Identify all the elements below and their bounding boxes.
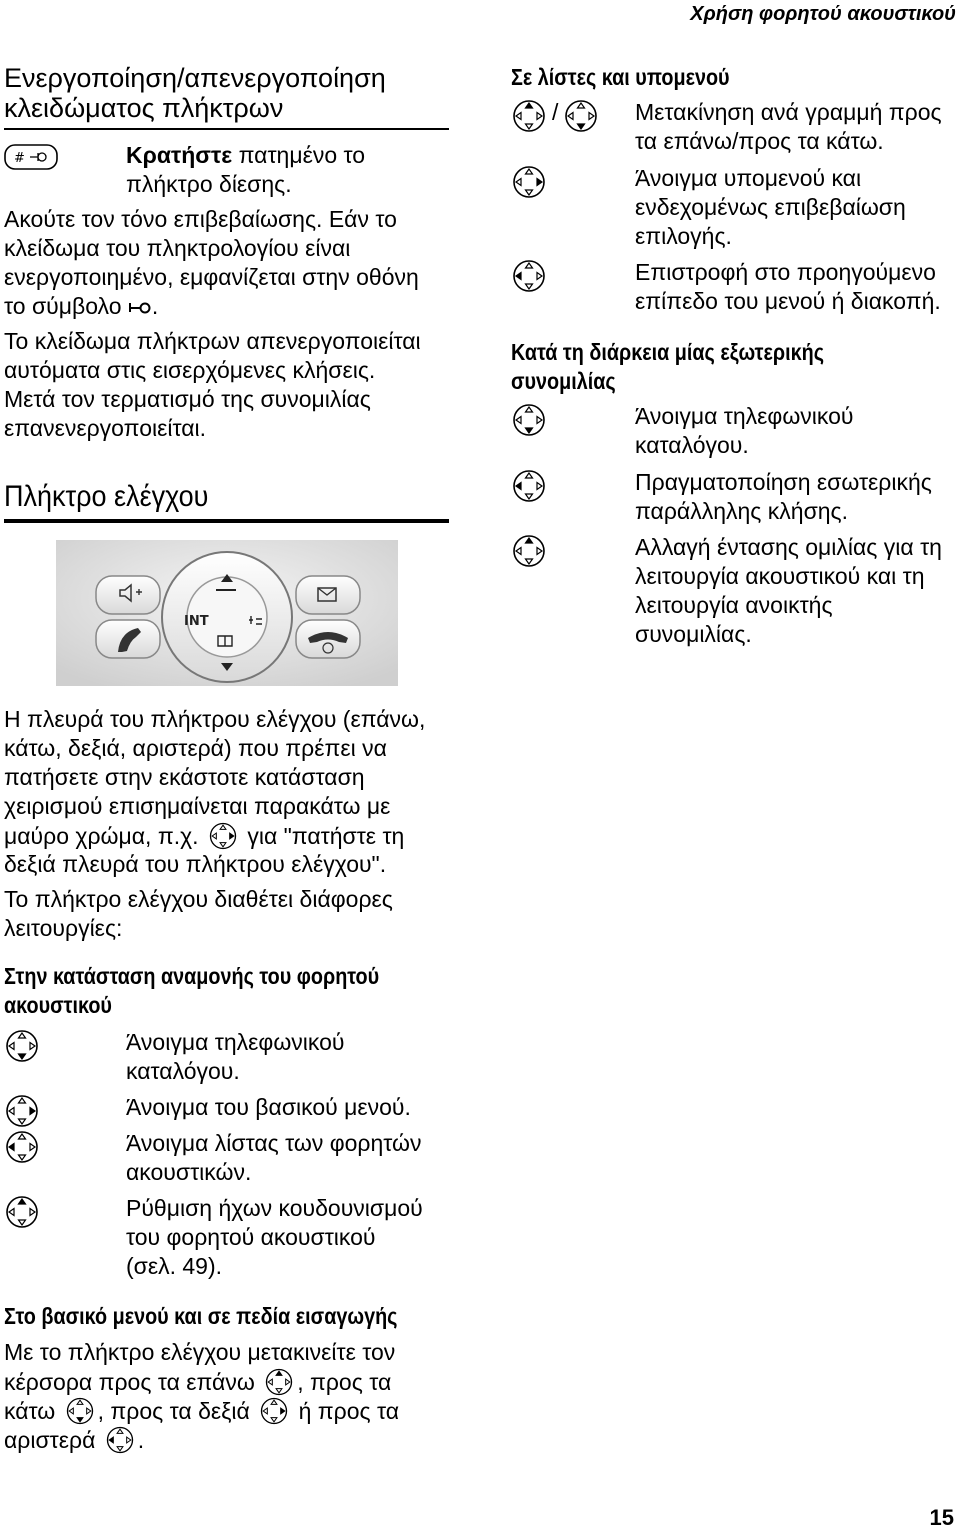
lists-row2-line2: ενδεχομένως επιβεβαίωση (635, 194, 906, 220)
call-row1-line1: Άνοιγμα τηλεφωνικού (635, 403, 854, 429)
svg-text:#: # (14, 151, 25, 166)
lock-title-rule (4, 128, 449, 130)
control-key-left-icon (105, 1425, 135, 1455)
idle-row1-line1: Άνοιγμα τηλεφωνικού (126, 1029, 345, 1055)
input-line3c: ή προς τα (298, 1398, 400, 1424)
call-row3-line3: λειτουργία ανοικτής (635, 592, 833, 618)
control-key-illustration (56, 540, 398, 686)
input-line2a: κέρσορα προς τα επάνω (4, 1369, 255, 1395)
lists-row-back (511, 258, 956, 318)
lock-para1-line2: κλείδωμα του πληκτρολογίου είναι (4, 235, 351, 261)
input-line3a: κάτω (4, 1398, 56, 1424)
call-row2-line1: Πραγματοποίηση εσωτερικής (635, 469, 932, 495)
control-key-down-icon (4, 1028, 40, 1064)
idle-row-main-menu (4, 1093, 454, 1127)
control-key-up-icon (511, 98, 547, 134)
hold-instruction-text: πατημένο το (232, 142, 366, 168)
idle-title-line2: ακουστικού (4, 992, 112, 1018)
call-row2-line2: παράλληλης κλήσης. (635, 498, 849, 524)
call-row-phonebook (511, 402, 956, 462)
lists-row1-line2: τα επάνω/προς τα κάτω. (635, 128, 884, 154)
lock-title-line2: κλειδώματος πλήκτρων (4, 93, 284, 123)
control-key-down-icon (65, 1396, 95, 1426)
lock-title-line1: Ενεργοποίηση/απενεργοποίηση (4, 63, 386, 93)
lists-row3-line1: Επιστροφή στο προηγούμενο (635, 259, 936, 285)
control-key-right-icon (511, 164, 547, 200)
control-para1-line3: πατήσετε στην εκάστοτε κατάσταση (4, 764, 365, 790)
idle-row-phonebook (4, 1028, 454, 1088)
idle-title-line1: Στην κατάσταση αναμονής του φορητού (4, 963, 380, 989)
lists-title: Σε λίστες και υπομενού (511, 64, 730, 90)
control-para1-line1: Η πλευρά του πλήκτρου ελέγχου (επάνω, (4, 706, 426, 732)
control-key-title: Πλήκτρο ελέγχου (4, 480, 209, 513)
lock-para2-line4: επανενεργοποιείται. (4, 415, 207, 441)
lock-para2-line3: Μετά τον τερματισμό της συνομιλίας (4, 386, 371, 412)
call-row-volume (511, 533, 956, 651)
input-line2b: , προς τα (297, 1369, 392, 1395)
call-row3-line1: Αλλαγή έντασης ομιλίας για τη (635, 534, 942, 560)
lists-row2-line1: Άνοιγμα υπομενού και (635, 165, 862, 191)
lists-row2-line3: επιλογής. (635, 223, 732, 249)
control-key-right-icon (4, 1093, 40, 1129)
lock-para2-line2: αυτόματα στις εισερχόμενες κλήσεις. (4, 357, 376, 383)
hash-key-icon (4, 143, 58, 171)
input-line4b: . (137, 1427, 145, 1453)
control-key-right-icon (259, 1396, 289, 1426)
control-key-up-icon (511, 533, 547, 569)
call-row-internal-consultation (511, 468, 956, 528)
idle-row2-line1: Άνοιγμα του βασικού μενού. (126, 1094, 411, 1120)
input-title: Στο βασικό μενού και σε πεδία εισαγωγής (4, 1303, 398, 1329)
control-para1-line5b: για "πατήστε τη (247, 823, 405, 849)
lists-row1-line1: Μετακίνηση ανά γραμμή προς (635, 99, 942, 125)
call-title-line1: Κατά τη διάρκεια μίας εξωτερικής (511, 339, 825, 365)
int-label: INT (184, 614, 209, 629)
lists-slash: / (552, 99, 559, 125)
control-key-down-icon (563, 98, 599, 134)
lock-para1-line4-end: . (151, 293, 159, 319)
lists-row3-line2: επίπεδο του μενού ή διακοπή. (635, 288, 941, 314)
lock-para1-line4: το σύμβολο (4, 293, 122, 319)
control-key-up-icon (4, 1194, 40, 1230)
control-key-title-rule (4, 519, 449, 523)
control-para1-line6: δεξιά πλευρά του πλήκτρου ελέγχου". (4, 851, 387, 877)
idle-row3-line2: ακουστικών. (126, 1159, 252, 1185)
control-key-down-icon (511, 402, 547, 438)
hold-instruction-bold: Κρατήστε (126, 142, 233, 168)
lists-row-open-submenu (511, 164, 956, 254)
control-para1-line5a: μαύρο χρώμα, π.χ. (4, 823, 199, 849)
call-title-line2: συνομιλίας (511, 368, 616, 394)
lock-para1-line3: ενεργοποιημένο, εμφανίζεται στην οθόνη (4, 264, 419, 290)
lists-row-scroll (511, 98, 956, 158)
idle-row3-line1: Άνοιγμα λίστας των φορητών (126, 1130, 422, 1156)
page-number: 15 (929, 1505, 954, 1530)
control-key-right-icon (208, 821, 238, 851)
control-key-left-icon (511, 258, 547, 294)
lock-para1-line1: Ακούτε τον τόνο επιβεβαίωσης. Εάν το (4, 206, 397, 232)
call-row3-line2: λειτουργία ακουστικού και τη (635, 563, 925, 589)
call-row1-line2: καταλόγου. (635, 432, 749, 458)
idle-row4-line3: (σελ. 49). (126, 1253, 223, 1279)
control-para1-line2: κάτω, δεξιά, αριστερά) που πρέπει να (4, 735, 387, 761)
control-para2-line2: λειτουργίες: (4, 915, 123, 941)
call-row3-line4: συνομιλίας. (635, 621, 752, 647)
input-line3b: , προς τα δεξιά (97, 1398, 250, 1424)
control-para2-line1: Το πλήκτρο ελέγχου διαθέτει διάφορες (4, 886, 393, 912)
control-key-left-icon (511, 468, 547, 504)
idle-row4-line2: του φορητού ακουστικού (126, 1224, 376, 1250)
input-line1: Με το πλήκτρο ελέγχου μετακινείτε τον (4, 1339, 396, 1365)
key-lock-symbol-icon (128, 293, 152, 307)
idle-row4-line1: Ρύθμιση ήχων κουδουνισμού (126, 1195, 423, 1221)
idle-row-ringtones (4, 1194, 454, 1284)
lock-para2-line1: Το κλείδωμα πλήκτρων απενεργοποιείται (4, 328, 421, 354)
control-para1-line4: χειρισμού επισημαίνεται παρακάτω με (4, 793, 391, 819)
running-header: Χρήση φορητού ακουστικού (690, 3, 956, 25)
idle-row-handset-list (4, 1129, 454, 1189)
hold-instruction-line2: πλήκτρο δίεσης. (126, 171, 292, 197)
input-line4a: αριστερά (4, 1427, 96, 1453)
idle-row1-line2: καταλόγου. (126, 1058, 240, 1084)
control-key-left-icon (4, 1129, 40, 1165)
control-key-up-icon (264, 1367, 294, 1397)
